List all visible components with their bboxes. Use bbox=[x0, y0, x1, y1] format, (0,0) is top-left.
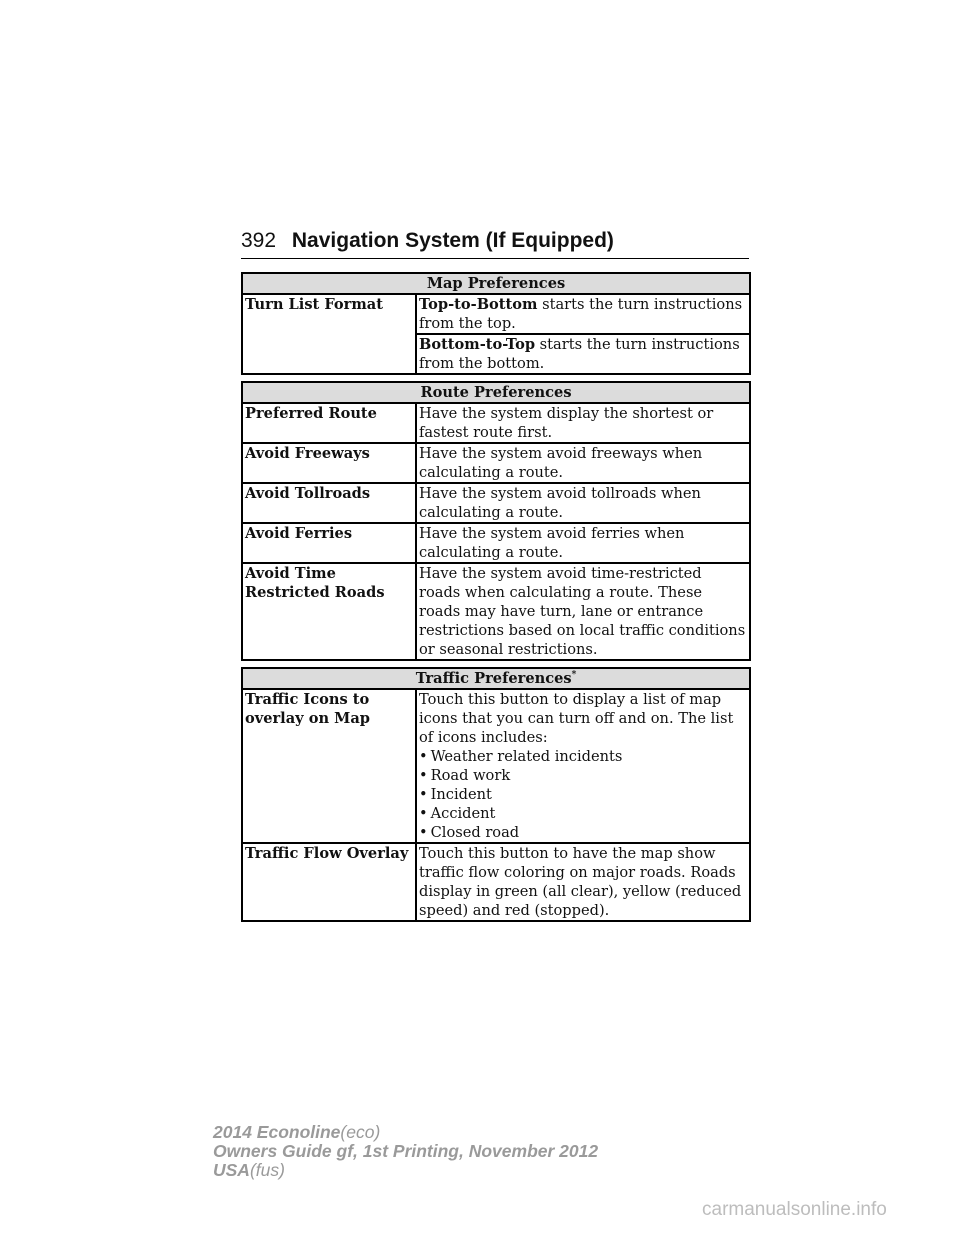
traffic-preferences-heading bbox=[242, 668, 750, 689]
row-label: Avoid Freeways bbox=[242, 443, 416, 483]
row-label: Traffic Flow Overlay bbox=[242, 843, 416, 921]
list-item: • Incident bbox=[419, 785, 747, 804]
table-row bbox=[242, 689, 750, 843]
table-row bbox=[242, 443, 750, 483]
table-row bbox=[242, 843, 750, 921]
option-text: starts the turn instructions from the top. bbox=[419, 296, 743, 332]
row-description: Have the system avoid ferries when calculating a route. bbox=[416, 523, 750, 563]
option-name: Bottom-to-Top bbox=[419, 336, 536, 353]
row-description: Have the system avoid time-restricted roads when calculating a route. These roads may have turn, lane or entrance restrictions based on local traffic conditions or seasonal restrictions. bbox=[416, 563, 750, 660]
route-preferences-heading: Route Preferences bbox=[242, 382, 750, 403]
watermark: carmanualsonline.info bbox=[702, 1199, 887, 1220]
map-preferences-table bbox=[241, 272, 751, 375]
row-label: Traffic Icons to overlay on Map bbox=[242, 689, 416, 843]
route-preferences-table bbox=[241, 381, 751, 661]
footer-region: USA bbox=[213, 1160, 250, 1180]
row-label: Avoid Time Restricted Roads bbox=[242, 563, 416, 660]
table-row bbox=[242, 563, 750, 660]
page-content bbox=[241, 272, 749, 928]
list-item: • Accident bbox=[419, 804, 747, 823]
row-description bbox=[416, 689, 750, 843]
footer-model: 2014 Econoline bbox=[213, 1122, 341, 1142]
row-description: Touch this button to have the map show traffic flow coloring on major roads. Roads display in green (all clear), yellow (reduced speed) and red (stopped). bbox=[416, 843, 750, 921]
description-text: Touch this button to display a list of map icons that you can turn off and on. The list of icons includes: bbox=[419, 691, 734, 746]
section-title: Navigation System (If Equipped) bbox=[291, 229, 614, 252]
map-preferences-heading: Map Preferences bbox=[242, 273, 750, 294]
option-bottom-to-top bbox=[416, 334, 750, 374]
option-text: starts the turn instructions from the bottom. bbox=[419, 336, 740, 372]
footer-model-code: (eco) bbox=[340, 1122, 381, 1142]
table-row bbox=[242, 483, 750, 523]
footer-printing: Owners Guide gf, 1st Printing, November 2012 bbox=[213, 1141, 599, 1161]
row-label: Preferred Route bbox=[242, 403, 416, 443]
list-item: • Weather related incidents bbox=[419, 747, 747, 766]
footer-region-code: (fus) bbox=[249, 1160, 285, 1180]
list-item: • Road work bbox=[419, 766, 747, 785]
page-number: 392 bbox=[241, 229, 277, 252]
option-name: Top-to-Bottom bbox=[419, 296, 538, 313]
option-top-to-bottom bbox=[416, 294, 750, 334]
row-description: Have the system avoid tollroads when calculating a route. bbox=[416, 483, 750, 523]
heading-text: Traffic Preferences bbox=[415, 670, 572, 687]
footnote-mark: * bbox=[571, 670, 577, 681]
traffic-preferences-table bbox=[241, 667, 751, 922]
row-label: Avoid Ferries bbox=[242, 523, 416, 563]
row-label: Avoid Tollroads bbox=[242, 483, 416, 523]
row-description: Have the system avoid freeways when calculating a route. bbox=[416, 443, 750, 483]
table-row bbox=[242, 523, 750, 563]
document-footer bbox=[213, 1123, 598, 1180]
table-row bbox=[242, 403, 750, 443]
turn-list-format-label: Turn List Format bbox=[242, 294, 416, 374]
row-description: Have the system display the shortest or fastest route first. bbox=[416, 403, 750, 443]
page-header bbox=[241, 228, 749, 259]
list-item: • Closed road bbox=[419, 823, 747, 842]
